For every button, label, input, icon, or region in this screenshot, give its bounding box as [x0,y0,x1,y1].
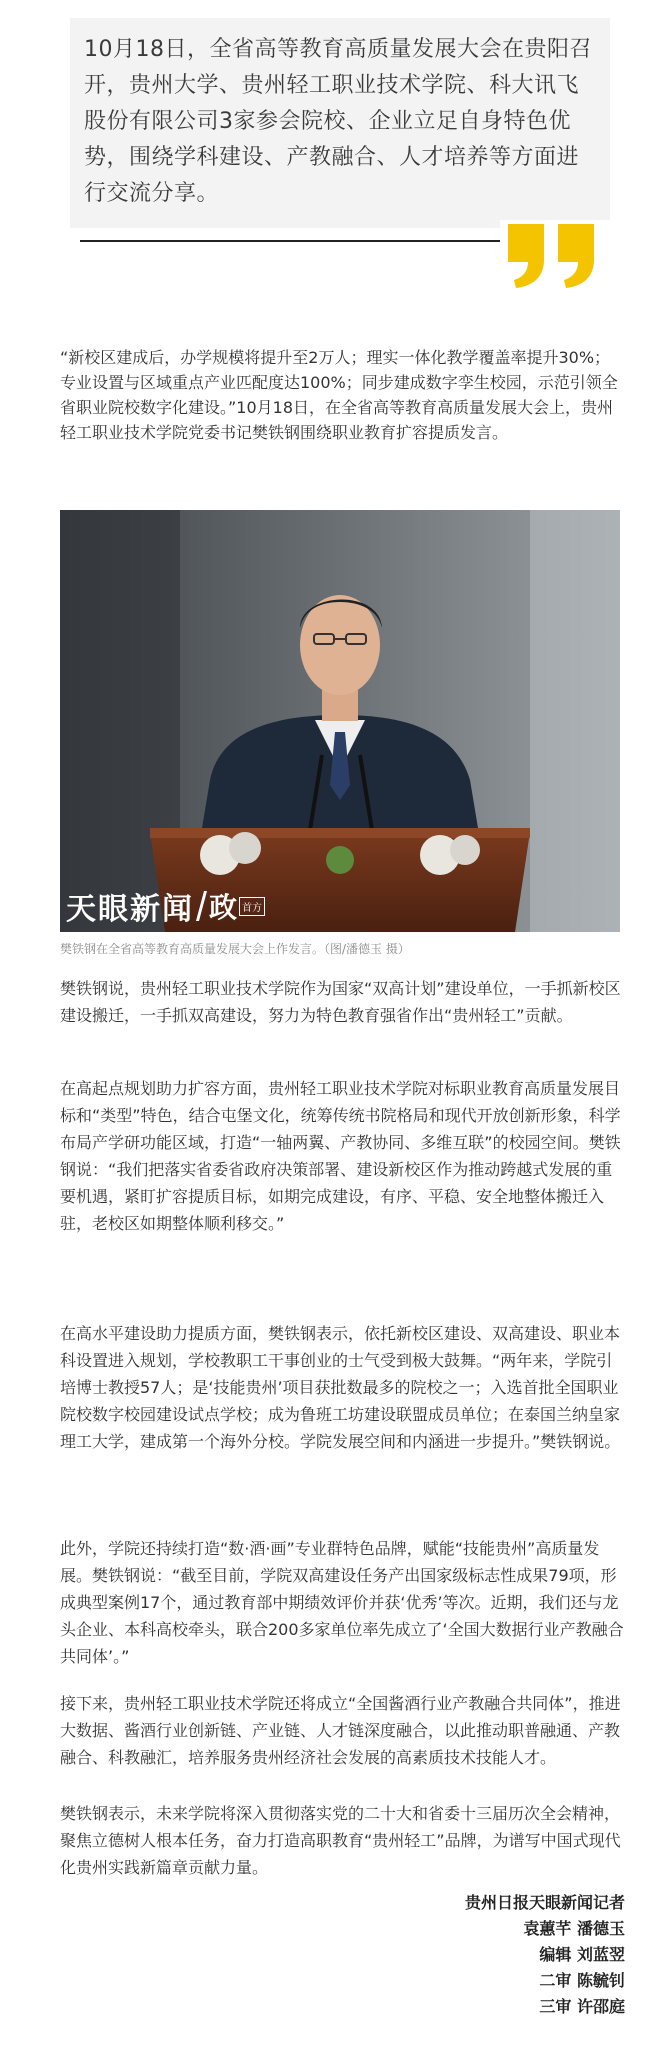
intro-box [70,18,610,228]
body-paragraph-2: 在高起点规划助力扩容方面，贵州轻工职业技术学院对标职业教育高质量发展目标和“类型”特色，结合屯堡文化，统筹传统书院格局和现代开放创新形象，科学布局产学研功能区域，打造“一轴两翼、产教协同、多维互联”的校园空间。樊铁钢说：“我们把落实省委省政府决策部署、建设新校区作为推动跨越式发展的重要机遇，紧盯扩容提质目标，如期完成建设，有序、平稳、安全地整体搬迁入驻，老校区如期整体顺利移交。” [60,1079,621,1233]
photo-watermark [60,886,265,926]
quote-mark-icon [500,220,610,290]
photo-illustration [60,510,620,932]
photo-caption: 樊铁钢在全省高等教育高质量发展大会上作发言。（图/潘德玉 摄） [60,942,410,956]
speaker-photo [60,510,620,932]
credit-reporters: 袁蕙芊 潘德玉 [523,1919,625,1938]
body-paragraph-3: 在高水平建设助力提质方面，樊铁钢表示，依托新校区建设、双高建设、职业本科设置进入规划，学校教职工干事创业的士气受到极大鼓舞。“两年来，学院引培博士教授57人；是‘技能贵州’项目获批数最多的院校之一；入选首批全国职业院校数字校园建设试点学校；成为鲁班工坊建设联盟成员单位；在泰国兰纳皇家理工大学，建成第一个海外分校。学院发展空间和内涵进一步提升。”樊铁钢说。 [60,1324,621,1451]
credits-block [465,1890,625,2020]
credit-third-review: 三审 许邵庭 [539,1997,625,2016]
lead-paragraph: “新校区建成后，办学规模将提升至2万人；理实一体化教学覆盖率提升30%；专业设置与区域重点产业匹配度达100%；同步建成数字孪生校园，示范引领全省职业院校数字化建设。”10月18日，在全省高等教育高质量发展大会上，贵州轻工职业技术学院党委书记樊铁钢围绕职业教育扩容提质发言。 [60,348,618,442]
watermark-seal-sub: 首方 [239,897,265,916]
body-paragraph-6: 樊铁钢表示，未来学院将深入贯彻落实党的二十大和省委十三届历次全会精神，聚焦立德树人根本任务，奋力打造高职教育“贵州轻工”品牌，为谱写中国式现代化贵州实践新篇章贡献力量。 [60,1804,621,1877]
watermark-seal: 政 [209,891,238,924]
intro-text: 10月18日，全省高等教育高质量发展大会在贵阳召开，贵州大学、贵州轻工职业技术学院、科大讯飞股份有限公司3家参会院校、企业立足自身特色优势，围绕学科建设、产教融合、人才培养等方面进行交流分享。 [84,37,592,206]
body-paragraph-1: 樊铁钢说，贵州轻工职业技术学院作为国家“双高计划”建设单位，一手抓新校区建设搬迁，一手抓双高建设，努力为特色教育强省作出“贵州轻工”贡献。 [60,979,621,1025]
credit-reporter-label: 贵州日报天眼新闻记者 [464,1893,625,1912]
credit-editor: 编辑 刘蓝翌 [539,1945,625,1964]
body-paragraph-4: 此外，学院还持续打造“数·酒·画”专业群特色品牌，赋能“技能贵州”高质量发展。樊铁钢说：“截至目前，学院双高建设任务产出国家级标志性成果79项，形成典型案例17个，通过教育部中期绩效评价并获‘优秀’等次。近期，我们还与龙头企业、本科高校牵头，联合200多家单位率先成立了‘全国大数据行业产教融合共同体’。” [60,1539,624,1666]
watermark-divider [196,891,207,921]
credit-second-review: 二审 陈毓钊 [539,1971,625,1990]
body-paragraph-5: 接下来，贵州轻工职业技术学院还将成立“全国酱酒行业产教融合共同体”，推进大数据、酱酒行业创新链、产业链、人才链深度融合，以此推动职普融通、产教融合、科教融汇，培养服务贵州经济社会发展的高素质技术技能人才。 [60,1694,621,1767]
watermark-text: 天眼新闻 [66,892,194,927]
